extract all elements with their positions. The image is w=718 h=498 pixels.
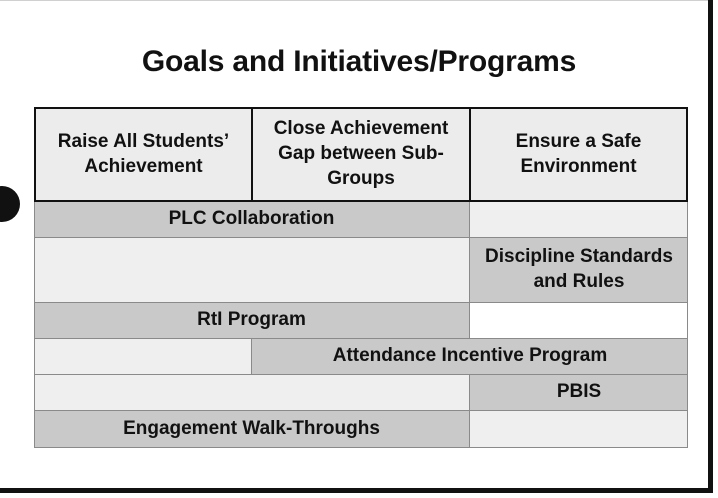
empty-cell xyxy=(34,375,469,411)
goals-programs-table xyxy=(34,107,688,448)
empty-cell xyxy=(34,238,469,303)
column-header-label: Ensure a Safe Environment xyxy=(515,130,642,177)
column-header-achievement-gap xyxy=(251,107,471,202)
column-header-label: Raise All Students’ Achievement xyxy=(57,130,230,177)
row-plc-collaboration xyxy=(34,202,469,238)
row-pbis xyxy=(469,375,688,411)
empty-cell xyxy=(469,411,688,448)
row-label: Discipline Standards and Rules xyxy=(485,246,673,292)
row-engagement-walk-throughs xyxy=(34,411,469,448)
slide-title: Goals and Initiatives/Programs xyxy=(141,45,577,78)
empty-cell xyxy=(34,339,251,375)
row-label: PBIS xyxy=(556,381,602,403)
row-label: Engagement Walk-Throughs xyxy=(123,417,380,439)
column-header-label: Close Achievement Gap between Sub-Groups xyxy=(273,118,449,189)
empty-cell xyxy=(469,303,688,339)
row-label: PLC Collaboration xyxy=(168,208,335,230)
row-rti-program xyxy=(34,303,469,339)
column-header-safe-environment xyxy=(469,107,688,202)
row-discipline-standards xyxy=(469,238,688,303)
empty-cell xyxy=(469,202,688,238)
row-label: Attendance Incentive Program xyxy=(332,345,608,367)
row-attendance-incentive xyxy=(251,339,688,375)
column-header-achievement xyxy=(34,107,253,202)
row-label: RtI Program xyxy=(197,309,306,331)
